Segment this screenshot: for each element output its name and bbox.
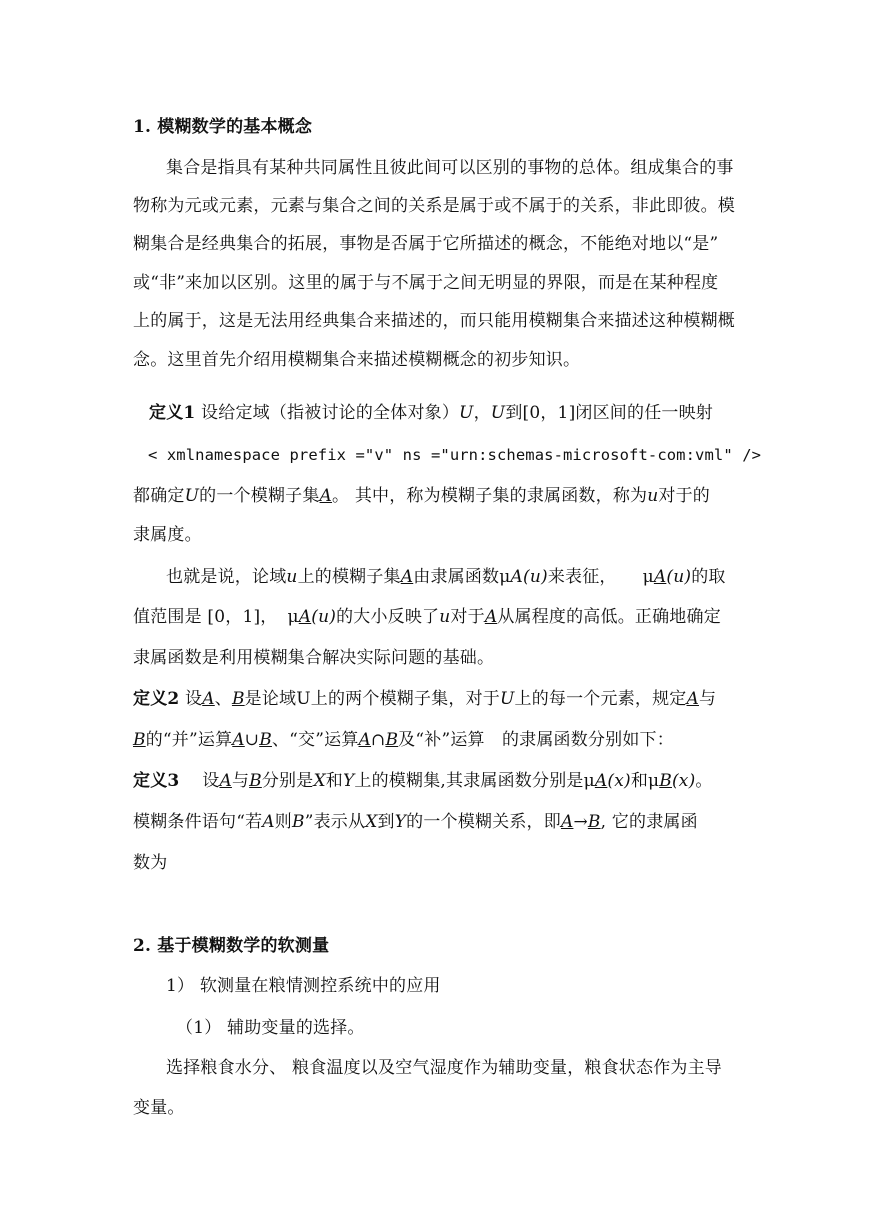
definition-1-line: 都确定U的一个模糊子集A。 其中，称为模糊子集的隶属函数，称为u对于的 [133,486,710,506]
definition-3-line: 模糊条件语句“若A则B”表示从X到Y的一个模糊关系，即A→B, 它的隶属函 [133,812,698,832]
definition-2-label: 定义2 [133,689,180,709]
subsection-heading: 1） 软测量在粮情测控系统中的应用 [166,976,441,996]
subsection-item: （1） 辅助变量的选择。 [176,1018,365,1038]
section-1-heading: 1. 模糊数学的基本概念 [133,117,313,137]
paragraph-line: 隶属函数是利用模糊集合解决实际问题的基础。 [133,648,495,668]
section-2-heading: 2. 基于模糊数学的软测量 [133,936,330,956]
paragraph-line: 集合是指具有某种共同属性且彼此间可以区别的事物的总体。组成集合的事 [166,158,734,178]
xml-namespace-line: < xmlnamespace prefix ="v" ns ="urn:schemas-microsoft-com:vml" /> [148,446,762,464]
paragraph-line: 糊集合是经典集合的拓展，事物是否属于它所描述的概念，不能绝对地以“是” [133,234,719,254]
definition-1-label: 定义1 [149,403,196,423]
definition-1-line: 定义1 设给定域（指被讨论的全体对象）U，U到[0，1]闭区间的任一映射 [149,403,714,423]
paragraph-line: 值范围是 [0，1]， μA(u)的大小反映了u对于A从属程度的高低。正确地确定 [133,607,721,627]
definition-3-line: 数为 [133,853,168,873]
paragraph-line: 或“非”来加以区别。这里的属于与不属于之间无明显的界限，而是在某种程度 [133,273,719,293]
definition-2-line: B的“并”运算A∪B、“交”运算A∩B及“补”运算 的隶属函数分别如下： [133,730,674,750]
paragraph-line: 也就是说，论域u上的模糊子集A由隶属函数μA(u)来表征， μA(u)的取 [166,567,726,587]
definition-3-line: 定义3 设A与B分别是X和Y上的模糊集,其隶属函数分别是μA(x)和μB(x)。 [133,771,713,791]
paragraph-line: 物称为元或元素，元素与集合之间的关系是属于或不属于的关系，非此即彼。模 [133,196,735,216]
paragraph-line: 变量。 [133,1098,185,1118]
paragraph-line: 选择粮食水分、 粮食温度以及空气湿度作为辅助变量，粮食状态作为主导 [166,1058,723,1078]
definition-2-line: 定义2 设A、B是论域U上的两个模糊子集，对于U上的每一个元素，规定A与 [133,689,717,709]
paragraph-line: 念。这里首先介绍用模糊集合来描述模糊概念的初步知识。 [133,350,581,370]
definition-1-line: 隶属度。 [133,525,202,545]
paragraph-line: 上的属于，这是无法用经典集合来描述的，而只能用模糊集合来描述这种模糊概 [133,311,735,331]
definition-3-label: 定义3 [133,771,180,791]
